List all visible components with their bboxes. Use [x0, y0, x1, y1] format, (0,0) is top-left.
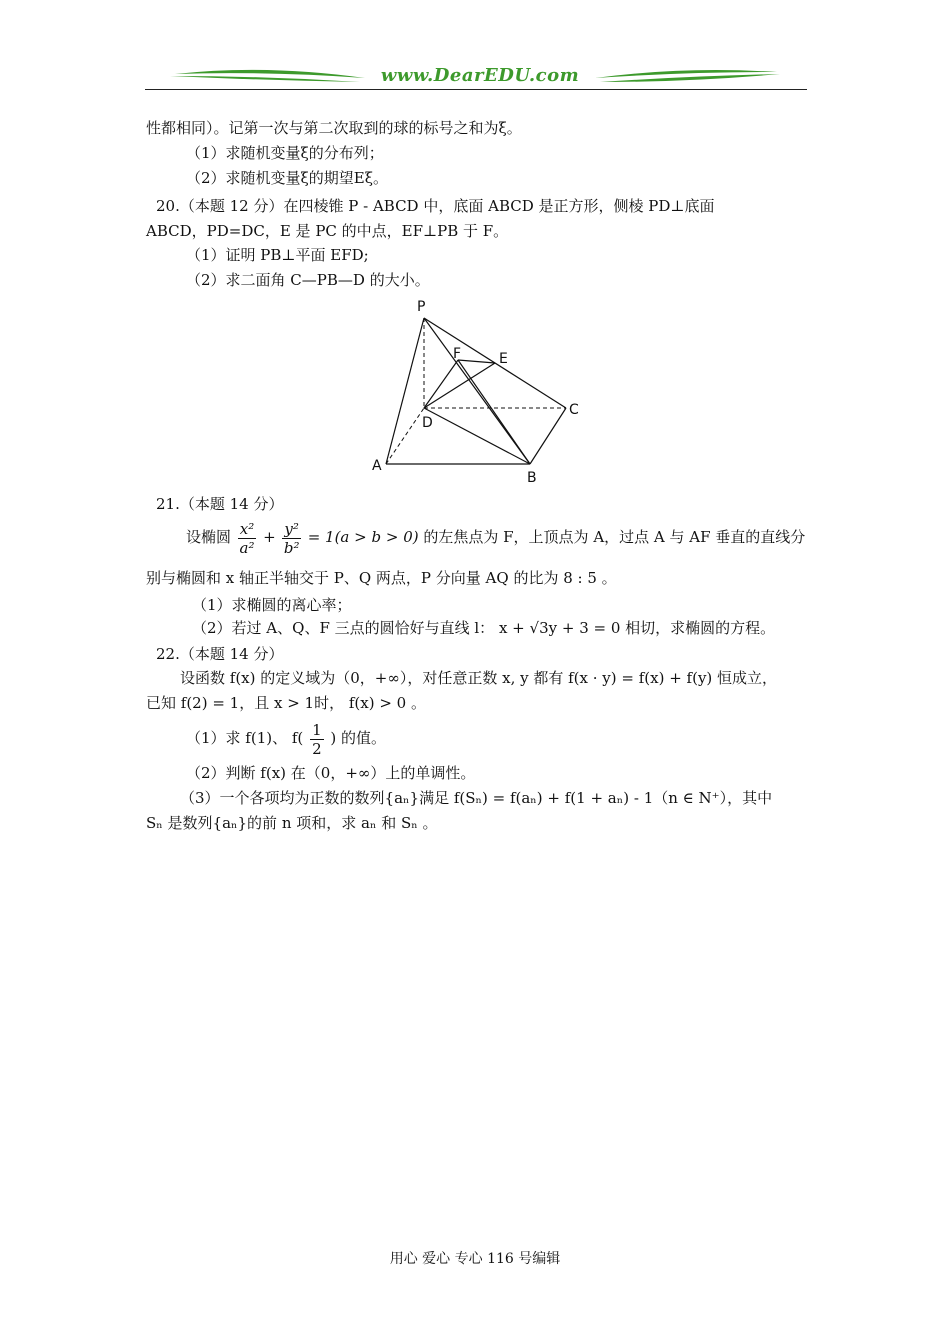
question-22-heading: 22.（本题 14 分） [156, 645, 284, 663]
text-fragment: （1）求 f(1)、 f( [186, 729, 304, 747]
equation-rest: = 1(a > b > 0) [307, 528, 419, 546]
pyramid-figure [368, 296, 588, 486]
fraction-denominator: a² [239, 538, 255, 557]
text-fragment: ) 的值。 [330, 729, 387, 747]
edge-pa [386, 318, 424, 464]
part1-line [186, 718, 386, 758]
header-rule [145, 89, 807, 90]
text-line: （1）求椭圆的离心率； [192, 596, 352, 614]
edge-bc [530, 408, 566, 464]
edge-db [424, 408, 530, 464]
fraction-numerator: y² [284, 519, 299, 538]
edge-df [424, 360, 458, 408]
text-line: （2）若过 A、Q、F 三点的圆恰好与直线 l： x + √3y + 3 = 0 相切，求椭圆的方程。 [192, 619, 776, 637]
fraction-y [282, 520, 301, 557]
text-line: ABCD，PD=DC，E 是 PC 的中点，EF⊥PB 于 F。 [146, 222, 509, 240]
text-line: （2）判断 f(x) 在（0，+∞）上的单调性。 [186, 764, 476, 782]
label-f: F [453, 346, 462, 362]
text-fragment: 设椭圆 [186, 528, 232, 546]
fraction-denominator: b² [283, 538, 300, 557]
text-line: 别与椭圆和 x 轴正半轴交于 P、Q 两点，P 分向量 AQ 的比为 8 : 5 。 [146, 569, 617, 587]
text-line: 设函数 f(x) 的定义域为（0，+∞），对任意正数 x, y 都有 f(x · y) = f(x) + f(y) 恒成立， [180, 669, 778, 687]
page-header [145, 62, 807, 92]
label-d: D [422, 415, 433, 431]
label-a: A [372, 458, 382, 474]
fraction-numerator: 1 [312, 720, 322, 739]
fraction-denominator: 2 [312, 739, 322, 758]
question-21-heading: 21.（本题 14 分） [156, 495, 284, 513]
edge-fb [458, 360, 530, 464]
text-line: （3）一个各项均为正数的数列{aₙ}满足 f(Sₙ) = f(aₙ) + f(1 + aₙ) - 1（n ∈ N⁺），其中 [180, 789, 773, 807]
plus-sign: + [263, 528, 276, 546]
text-line: 已知 f(2) = 1，且 x > 1时， f(x) > 0 。 [146, 694, 426, 712]
text-line: （2）求随机变量ξ的期望Eξ。 [186, 169, 389, 187]
label-p: P [417, 299, 426, 315]
site-logo-text: www.DearEDU.com [380, 65, 580, 86]
text-line: Sₙ 是数列{aₙ}的前 n 项和，求 aₙ 和 Sₙ 。 [146, 814, 438, 832]
edge-pb [424, 318, 530, 464]
fraction-half [310, 721, 324, 758]
fraction-numerator: x² [239, 519, 255, 538]
text-line: （2）求二面角 C—PB—D 的大小。 [186, 271, 430, 289]
question-20-heading: 20.（本题 12 分）在四棱锥 P - ABCD 中，底面 ABCD 是正方形，侧棱 PD⊥底面 [156, 197, 715, 215]
ellipse-line [186, 516, 805, 558]
text-line: （1）求随机变量ξ的分布列； [186, 144, 384, 162]
edge-ad-hidden [386, 408, 424, 464]
fraction-x [238, 520, 256, 557]
text-fragment: 的左焦点为 F，上顶点为 A，过点 A 与 AF 垂直的直线分 [423, 528, 806, 546]
text-line: 性都相同）。记第一次与第二次取到的球的标号之和为ξ。 [146, 119, 522, 137]
label-b: B [527, 470, 537, 486]
page-footer: 用心 爱心 专心 116 号编辑 [389, 1251, 561, 1267]
label-e: E [499, 351, 508, 367]
label-c: C [569, 402, 579, 418]
text-line: （1）证明 PB⊥平面 EFD; [186, 246, 369, 264]
edge-fe [458, 360, 495, 363]
